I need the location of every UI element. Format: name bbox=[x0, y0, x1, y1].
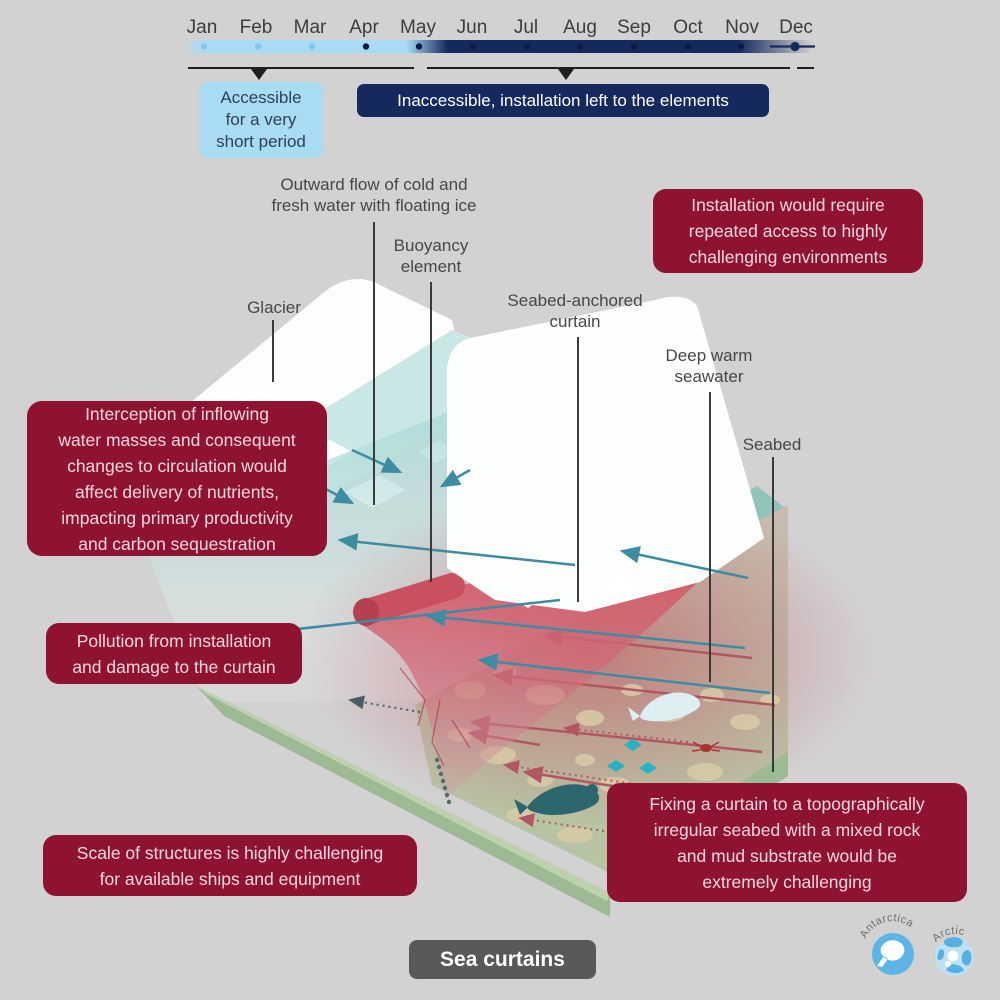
glacier-leader-line bbox=[272, 320, 274, 382]
timeline-bar bbox=[183, 40, 815, 53]
month-label: Aug bbox=[563, 17, 597, 38]
accessible-line: short period bbox=[216, 132, 306, 152]
seabed-curtain-leader-line bbox=[577, 337, 579, 602]
seal-dark-head bbox=[586, 784, 598, 796]
month-label: May bbox=[400, 17, 436, 38]
bracket-continuation-dash bbox=[797, 67, 814, 69]
seabed-curtain-label: Seabed-anchored curtain bbox=[507, 291, 643, 332]
seabed-leader-line bbox=[772, 457, 774, 772]
inaccessible-label: Inaccessible, installation left to the elements bbox=[397, 90, 729, 110]
month-label: Oct bbox=[673, 17, 703, 38]
fixing-risk-callout: Fixing a curtain to a topographically irregular seabed with a mixed rock and mud substrate would be extremely challenging bbox=[607, 783, 967, 902]
deep-warm-leader-line bbox=[709, 392, 711, 682]
inaccessible-period-box bbox=[357, 84, 769, 117]
page-title: Sea curtains bbox=[409, 940, 596, 979]
antarctica-icon bbox=[854, 906, 918, 975]
antarctica-label: Antarctica bbox=[857, 911, 916, 941]
inaccessible-bracket bbox=[427, 67, 790, 69]
month-label: Apr bbox=[349, 17, 379, 38]
inaccessible-bracket-pointer bbox=[558, 69, 574, 80]
buoyancy-leader-line bbox=[430, 282, 432, 582]
month-label: Nov bbox=[725, 17, 759, 38]
scale-risk-callout: Scale of structures is highly challenging for available ships and equipment bbox=[43, 835, 417, 896]
accessible-period-box bbox=[199, 82, 323, 158]
accessible-line: for a very bbox=[225, 109, 297, 129]
month-label: Mar bbox=[293, 17, 327, 38]
accessible-bracket bbox=[188, 67, 414, 69]
seabed-label: Seabed bbox=[742, 435, 802, 454]
deep-warm-seawater-label: Deep warm seawater bbox=[665, 346, 753, 387]
outward-flow-label: Outward flow of cold and fresh water with floating ice bbox=[271, 175, 477, 216]
month-label: Jun bbox=[456, 17, 488, 38]
accessible-bracket-pointer bbox=[251, 69, 267, 80]
buoyancy-element-label: Buoyancy element bbox=[393, 236, 469, 277]
month-labels bbox=[176, 17, 822, 39]
month-label: Sep bbox=[617, 17, 651, 38]
december-dot bbox=[790, 42, 799, 51]
pollution-risk-callout: Pollution from installation and damage to the curtain bbox=[46, 623, 302, 684]
interception-risk-callout: Interception of inflowing water masses and consequent changes to circulation would affect delivery of nutrients, impacting primary productivity and carbon sequestration bbox=[27, 401, 327, 556]
month-label: Feb bbox=[239, 17, 273, 38]
month-label: Dec bbox=[779, 17, 813, 38]
month-label: Jan bbox=[186, 17, 218, 38]
accessible-line: Accessible bbox=[220, 87, 302, 107]
arctic-icon bbox=[929, 921, 973, 976]
arctic-label: Arctic bbox=[930, 924, 967, 945]
installation-risk-callout: Installation would require repeated access to highly challenging environments bbox=[653, 189, 923, 273]
glacier-label: Glacier bbox=[247, 298, 301, 317]
month-label: Jul bbox=[513, 17, 539, 38]
